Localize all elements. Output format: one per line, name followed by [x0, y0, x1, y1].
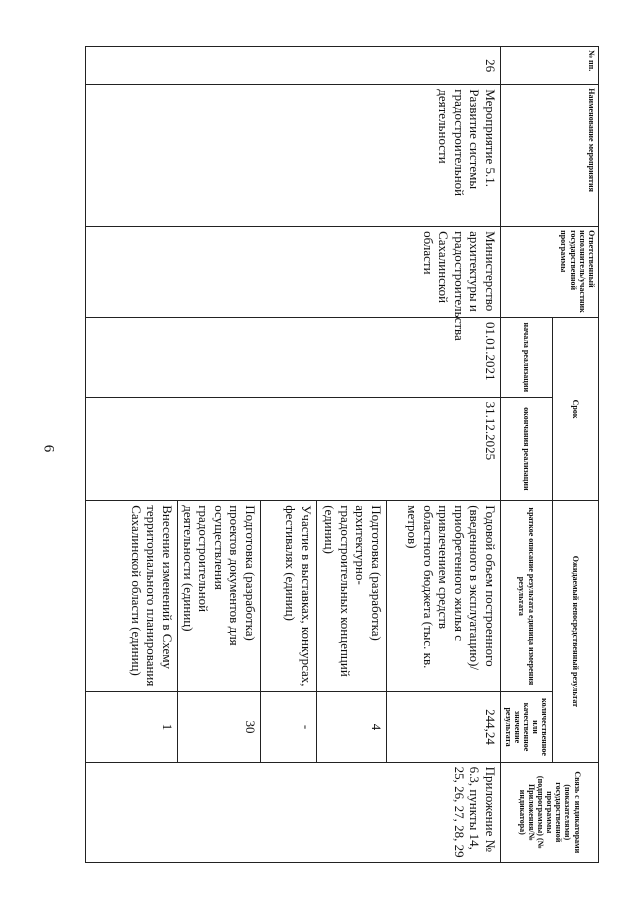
header-name: Наименование мероприятия [501, 85, 599, 227]
result-desc: Подготовка (разработка) проектов документов для осуществления градостроительной деятельности (единиц) [178, 501, 261, 692]
table-container [87, 46, 640, 858]
result-desc: Внесение изменений в Схему территориального планирования Сахалинской области (единиц) [86, 501, 178, 692]
header-result: Ожидаемый непосредственный результат [553, 501, 599, 762]
row-link: Приложение № 6.3, пункты 14, 25, 26, 27, 28, 29 [86, 762, 501, 862]
row-end: 31.12.2025 [86, 397, 501, 501]
result-value: 244,24 [387, 692, 501, 762]
header-end: окончания реализации [501, 397, 553, 501]
result-value: 30 [178, 692, 261, 762]
header-exec: Ответственный исполнитель/участник государственной программы [501, 227, 599, 318]
result-desc: Годовой объем построенного (введенного в эксплуатацию)/приобретенного жилья с привлечением средств областного бюджета (тыс. кв. метров) [387, 501, 501, 692]
row-exec: Министерство архитектуры и градостроительства Сахалинской области [86, 227, 501, 318]
measures-table [85, 46, 599, 863]
row-num: 26 [86, 47, 501, 85]
result-desc: Участие в выставках, конкурсах, фестивалях (единиц) [261, 501, 317, 692]
header-start: начала реализации [501, 317, 553, 397]
header-link: Связь с индикаторами (показателями) государственной программы (подпрограммы) (№ Приложения/№ индикатора) [501, 762, 599, 862]
header-row [553, 47, 599, 863]
page-number: 6 [40, 444, 57, 453]
result-desc: Подготовка (разработка) архитектурно-градостроительных концепций (единиц) [317, 501, 387, 692]
row-name: Мероприятие 5.1. Развитие системы градостроительной деятельности [86, 85, 501, 227]
result-value: 4 [317, 692, 387, 762]
header-term: Срок [553, 317, 599, 500]
measures-table-rotated [87, 46, 599, 863]
result-value: - [261, 692, 317, 762]
table-row [387, 47, 501, 863]
row-start: 01.01.2021 [86, 317, 501, 397]
result-value: 1 [86, 692, 178, 762]
header-desc: краткое описание результата единица измерения результата [501, 501, 553, 692]
header-value: количественное или качественное значение результата [501, 692, 553, 762]
header-num: № пп. [501, 47, 599, 85]
